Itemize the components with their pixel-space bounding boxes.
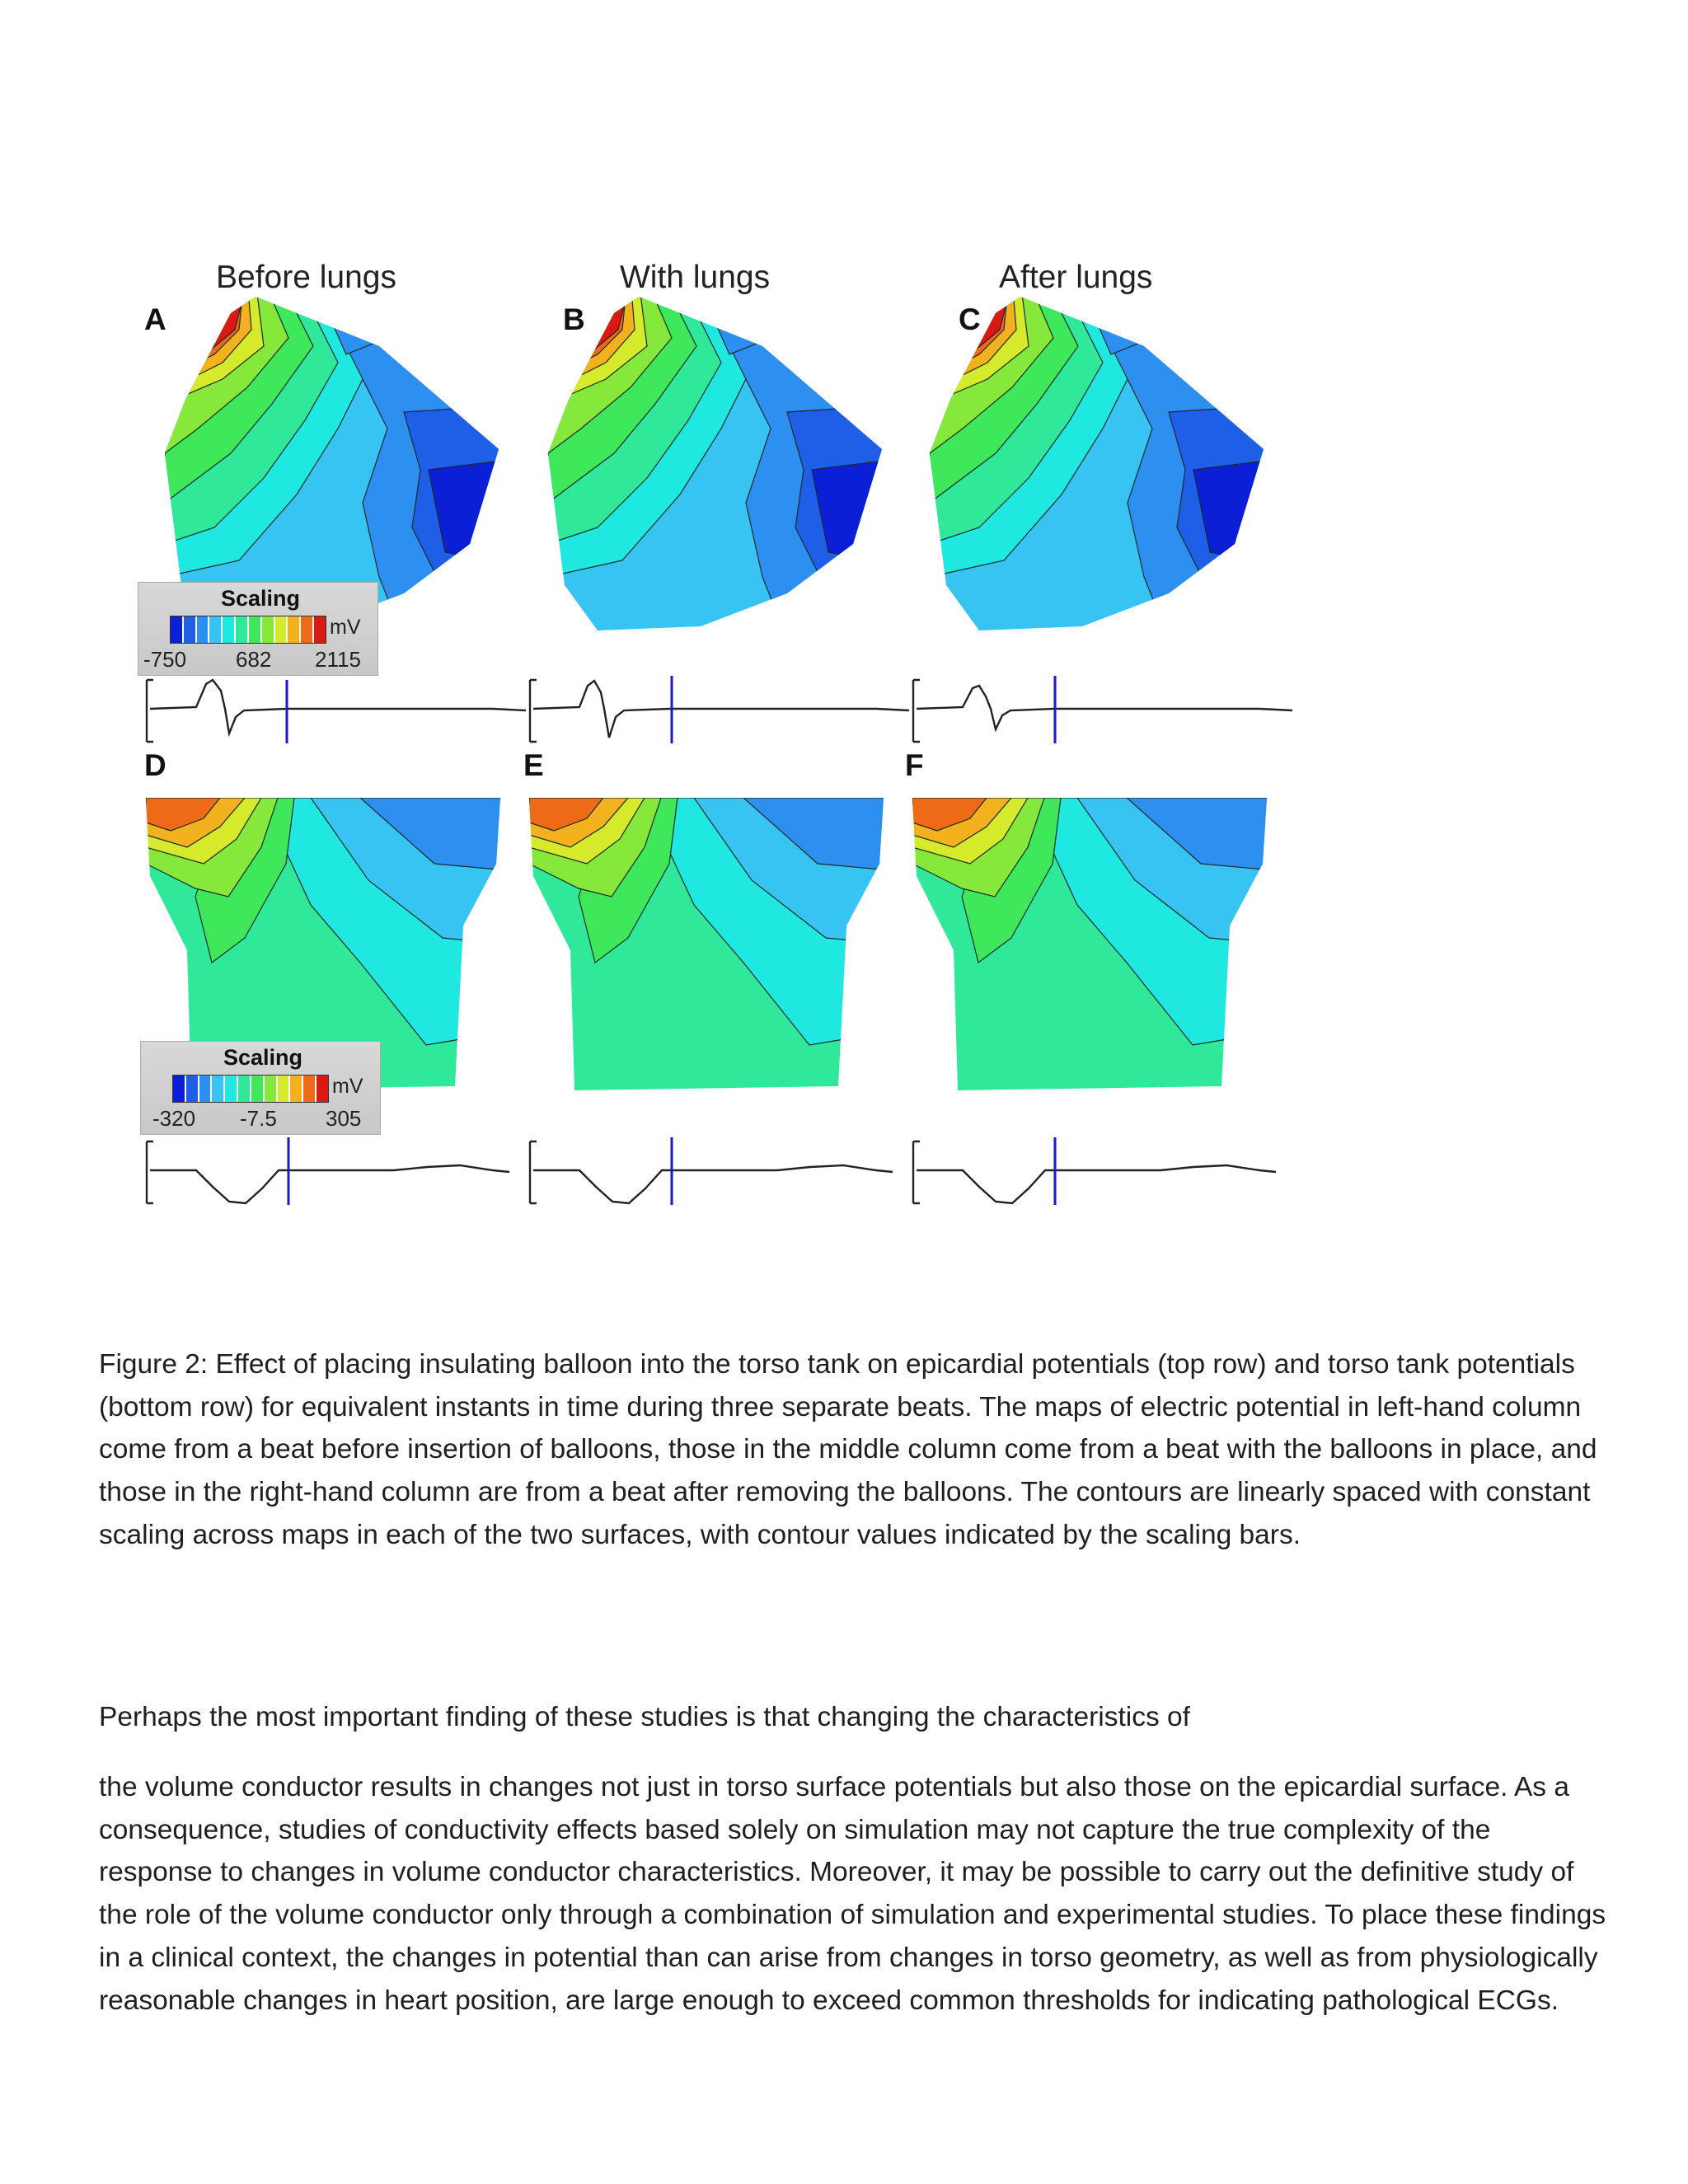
scale-tick-max: 2115 — [315, 647, 361, 672]
scale-unit: mV — [332, 1075, 363, 1098]
scale-tick-min: -320 — [152, 1106, 196, 1131]
ecg-trace-bottom-F — [913, 1137, 1276, 1205]
scale-unit: mV — [330, 616, 361, 639]
panel-letter-A: A — [144, 302, 166, 336]
ecg-trace-bottom-E — [530, 1137, 893, 1205]
scaling-title: Scaling — [220, 586, 301, 611]
panel-letter-C: C — [959, 302, 981, 336]
panel-letter-E: E — [523, 748, 544, 782]
panel-letter-F: F — [905, 748, 924, 782]
column-title-with-lungs: With lungs — [620, 260, 771, 295]
panel-letter-D: D — [144, 748, 166, 782]
column-title-before-lungs: Before lungs — [216, 260, 396, 295]
body-paragraph-1: Perhaps the most important finding of these studies is that changing the characteristics of — [99, 1702, 1190, 1732]
panel-letter-B: B — [563, 302, 585, 336]
ecg-trace-top-C — [913, 676, 1292, 743]
epicardial-map-B — [532, 280, 911, 659]
torso-map-E — [521, 790, 908, 1103]
ecg-trace-bottom-D — [147, 1137, 509, 1205]
body-paragraph-2: the volume conductor results in changes not just in torso surface potentials but also those on the epicardial surface. As a consequence, studies of conductivity effects based solely on simulation may not capture the true complexity of the response to changes in volume conductor characteristics. Moreover, it may be possible to carry out the definitive study of the role of the volume conductor only through a combination of simulation and experimental studies. To place these findings in a clinical context, the changes in potential than can arise from changes in torso geometry, as well as from physiologically reasonable changes in heart position, are large enough to exceed common thresholds for indicating pathological ECGs. — [99, 1772, 1606, 2016]
epicardial-map-C — [913, 280, 1292, 659]
ecg-trace-top-B — [530, 676, 909, 743]
scaling-title: Scaling — [223, 1045, 303, 1070]
scale-tick-min: -750 — [143, 647, 187, 672]
color-scale-bar — [170, 616, 326, 644]
torso-map-F — [904, 790, 1292, 1103]
torso-scaling-legend — [140, 1041, 381, 1135]
epicardial-scaling-legend — [138, 582, 378, 676]
scale-tick-max: 305 — [326, 1106, 362, 1131]
scale-tick-mid: 682 — [236, 647, 272, 672]
ecg-trace-top-A — [147, 680, 526, 743]
scale-tick-mid: -7.5 — [240, 1106, 277, 1131]
figure-caption: Figure 2: Effect of placing insulating balloon into the torso tank on epicardial potentials (top row) and torso tank potentials (bottom row) for equivalent instants in time during three separate beats. The maps of electric potential in left-hand column come from a beat before insertion of balloons, those in the middle column come from a beat with the balloons in place, and those in the right-hand column are from a beat after removing the balloons. The contours are linearly spaced with constant scaling across maps in each of the two surfaces, with contour values indicated by the scaling bars. — [99, 1349, 1597, 1550]
column-title-after-lungs: After lungs — [999, 260, 1153, 295]
color-scale-bar — [172, 1075, 329, 1103]
